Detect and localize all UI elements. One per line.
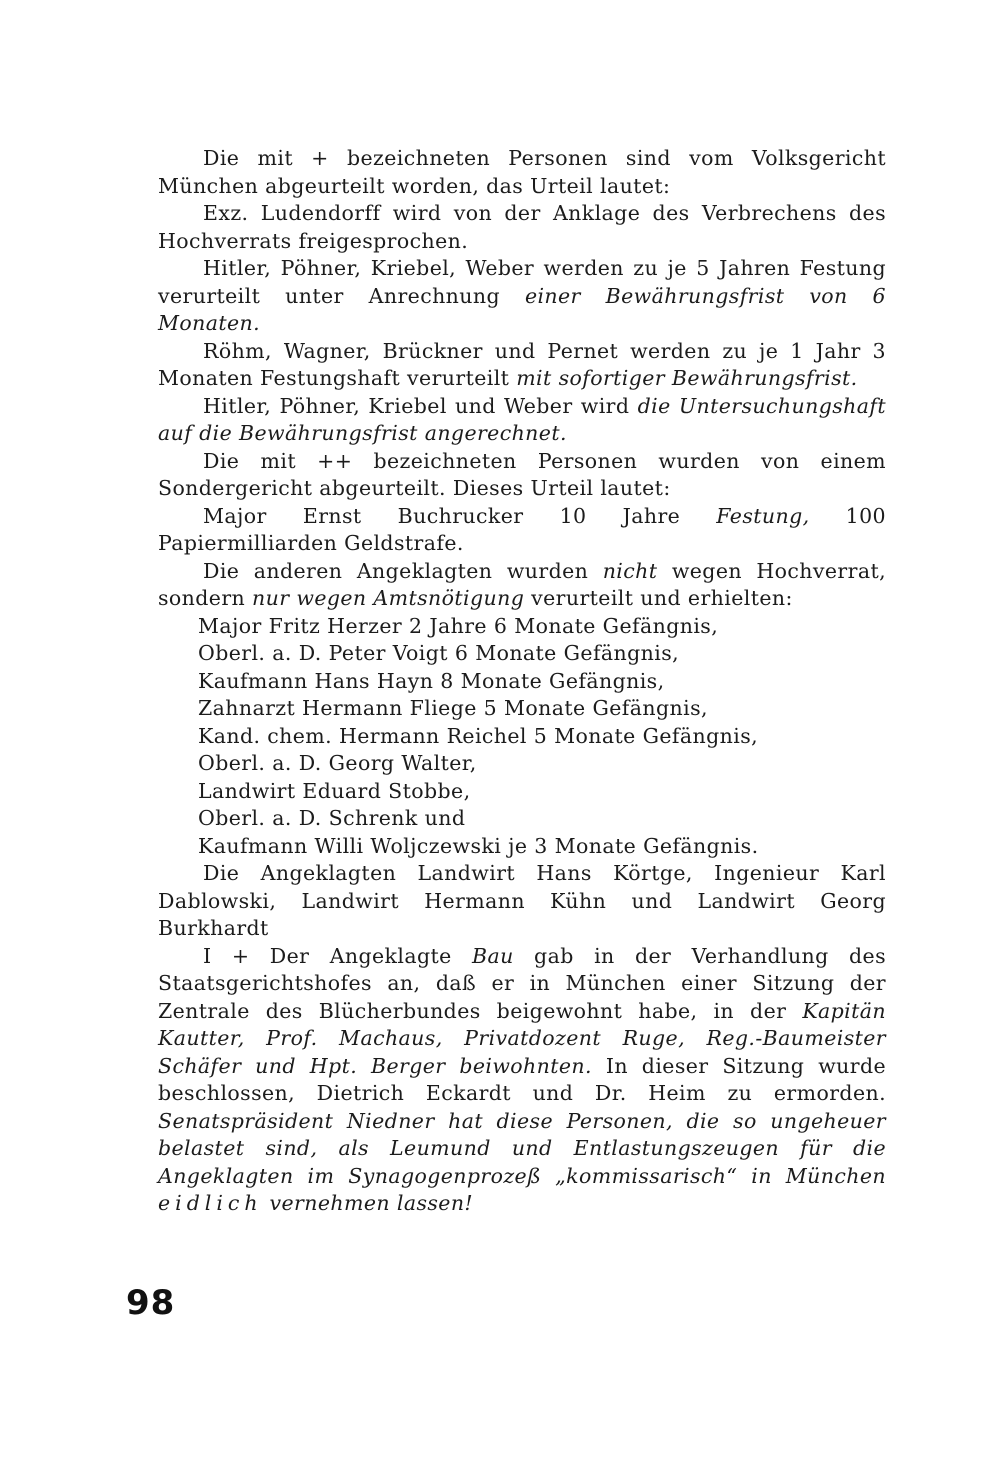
list-item: Kaufmann Willi Woljczewski je 3 Monate Gefängnis.: [198, 833, 759, 858]
paragraph-untersuchungshaft: Hitler, Pöhner, Kriebel und Weber wird die Untersuchungshaft auf die Bewährungsfrist angerechnet.: [158, 393, 886, 445]
sentence-list: [158, 613, 886, 861]
list-item: Oberl. a. D. Peter Voigt 6 Monate Gefängnis,: [198, 641, 680, 665]
paragraph-hitler-sentence: Hitler, Pöhner, Kriebel, Weber werden zu je 5 Jahren Festung verurteilt unter Anrechnung einer Bewährungsfrist von 6 Monaten.: [158, 256, 887, 335]
paragraph-freigesprochene: Die Angeklagten Landwirt Hans Körtge, Ingenieur Karl Dablowski, Landwirt Hermann Kühn und Landwirt Georg Burkhardt: [158, 861, 886, 940]
list-item: Zahnarzt Hermann Fliege 5 Monate Gefängnis,: [198, 696, 708, 720]
paragraph-volksgericht: Die mit + bezeichneten Personen sind vom Volksgericht München abgeurteilt worden, das Urteil lautet:: [158, 146, 886, 198]
list-item: Oberl. a. D. Georg Walter,: [198, 751, 477, 775]
list-item: Kaufmann Hans Hayn 8 Monate Gefängnis,: [198, 668, 665, 693]
list-item: Landwirt Eduard Stobbe,: [198, 778, 471, 803]
list-item: Major Fritz Herzer 2 Jahre 6 Monate Gefängnis,: [198, 613, 719, 638]
paragraph-buchrucker: Major Ernst Buchrucker 10 Jahre Festung, 100 Papiermilliarden Geldstrafe.: [158, 503, 886, 555]
list-item: Oberl. a. D. Schrenk und: [198, 806, 466, 830]
paragraph-sondergericht: Die mit ++ bezeichneten Personen wurden von einem Sondergericht abgeurteilt. Dieses Urteil lautet:: [158, 448, 886, 500]
paragraph-footnote-bau: I + Der Angeklagte Bau gab in der Verhandlung des Staatsgerichtshofes an, daß er in München einer Sitzung der Zentrale des Blücherbundes beigewohnt habe, in der Kapitän Kautter, Prof. Machaus, Privatdozent Ruge, Reg.-Baumeister Schäfer und Hpt. Berger beiwohnten. In dieser Sitzung wurde beschlossen, Dietrich Eckardt und Dr. Heim zu ermorden. Senatspräsident Niedner hat diese Personen, die so ungeheuer belastet sind, als Leumund und Entlastungszeugen für die Angeklagten im Synagogenprozeß „kommissarisch“ in München eidlich vernehmen lassen!: [158, 943, 887, 1215]
list-item: Kand. chem. Hermann Reichel 5 Monate Gefängnis,: [198, 723, 759, 748]
paragraph-roehm-sentence: Röhm, Wagner, Brückner und Pernet werden zu je 1 Jahr 3 Monaten Festungshaft verurteilt mit sofortiger Bewährungsfrist.: [158, 338, 886, 390]
body-text: [158, 145, 886, 1218]
paragraph-ludendorff: Exz. Ludendorff wird von der Anklage des Verbrechens des Hochverrats freigesprochen.: [158, 201, 886, 253]
paragraph-andere-angeklagte: Die anderen Angeklagten wurden nicht wegen Hochverrat, sondern nur wegen Amtsnötigung verurteilt und erhielten:: [158, 558, 886, 610]
page-number: 98: [126, 1283, 176, 1323]
